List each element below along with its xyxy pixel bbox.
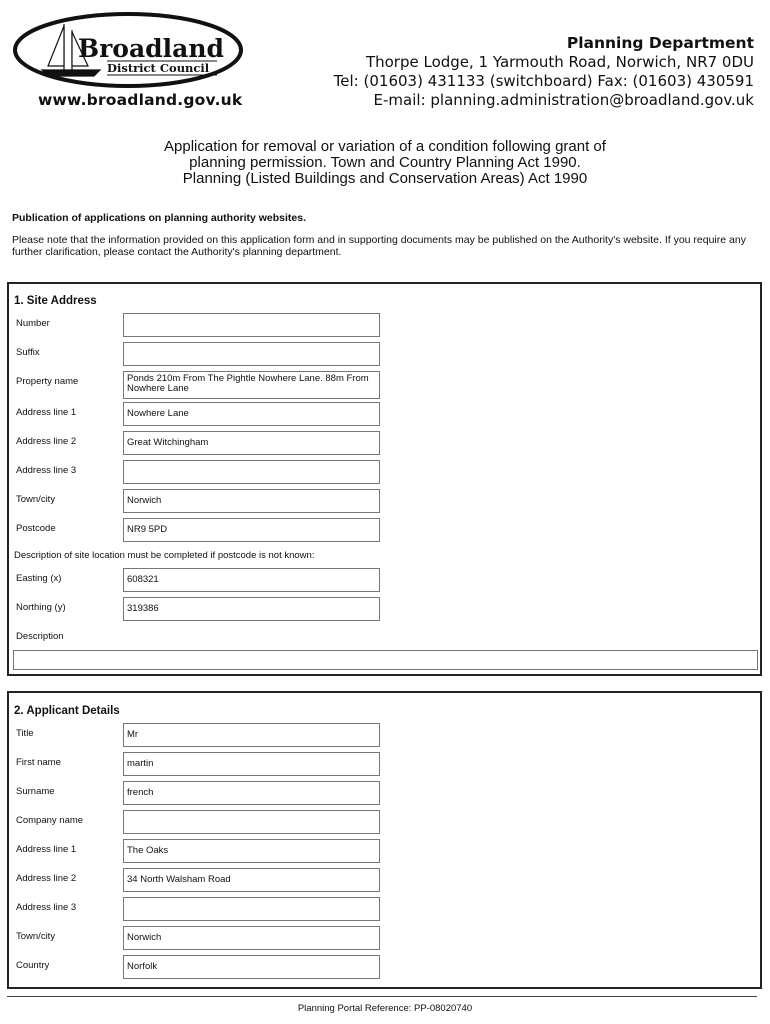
form-title-line: Application for removal or variation of a condition following grant of <box>164 138 606 155</box>
publication-notice: Please note that the information provided on this application form and in supporting documents may be published on the Authority's website. If you require any further clarification, please contact the Authority's planning department. <box>12 234 746 258</box>
postcode-field[interactable]: NR9 5PD <box>123 518 380 542</box>
form-title <box>0 139 770 187</box>
field-label: Title <box>16 728 34 739</box>
northing-field[interactable]: 319386 <box>123 597 380 621</box>
website-url[interactable]: www.broadland.gov.uk <box>38 91 243 109</box>
applicant-address-line-3-field[interactable] <box>123 897 380 921</box>
logo-name: Broadland <box>78 34 225 63</box>
footer-divider <box>7 996 757 997</box>
site-location-note: Description of site location must be completed if postcode is not known: <box>14 550 315 561</box>
field-label: Address line 3 <box>16 902 77 913</box>
number-field[interactable] <box>123 313 380 337</box>
first-name-field[interactable]: martin <box>123 752 380 776</box>
site-address-section <box>7 282 762 676</box>
form-title-line: planning permission. Town and Country Planning Act 1990. <box>189 154 581 171</box>
applicant-country-field[interactable]: Norfolk <box>123 955 380 979</box>
description-field[interactable] <box>13 650 758 670</box>
section-title: 2. Applicant Details <box>14 705 120 717</box>
title-field[interactable]: Mr <box>123 723 380 747</box>
department-name: Planning Department <box>566 34 754 52</box>
field-label: Address line 1 <box>16 844 77 855</box>
department-contact <box>334 34 754 110</box>
logo-subtitle: District Council <box>107 61 210 75</box>
applicant-address-line-1-field[interactable]: The Oaks <box>123 839 380 863</box>
department-email: E-mail: planning.administration@broadland.gov.uk <box>373 91 754 109</box>
suffix-field[interactable] <box>123 342 380 366</box>
field-label: Number <box>16 318 50 329</box>
field-label: Town/city <box>16 931 56 942</box>
field-label: Address line 2 <box>16 873 77 884</box>
applicant-address-line-2-field[interactable]: 34 North Walsham Road <box>123 868 380 892</box>
field-label: Property name <box>16 376 79 387</box>
department-address: Thorpe Lodge, 1 Yarmouth Road, Norwich, NR7 0DU <box>365 53 754 71</box>
field-label: Easting (x) <box>16 573 62 584</box>
field-label: Northing (y) <box>16 602 66 613</box>
department-tel-fax: Tel: (01603) 431133 (switchboard) Fax: (01603) 430591 <box>333 72 754 90</box>
address-line-3-field[interactable] <box>123 460 380 484</box>
field-label: Country <box>16 960 50 971</box>
form-title-line: Planning (Listed Buildings and Conservation Areas) Act 1990 <box>182 170 588 187</box>
applicant-details-section <box>7 691 762 989</box>
property-name-field[interactable]: Ponds 210m From The Pightle Nowhere Lane. 88m From Nowhere Lane <box>123 371 380 399</box>
field-label: First name <box>16 757 61 768</box>
company-name-field[interactable] <box>123 810 380 834</box>
section-title: 1. Site Address <box>14 295 97 307</box>
portal-reference: Planning Portal Reference: PP-08020740 <box>297 1003 473 1014</box>
surname-field[interactable]: french <box>123 781 380 805</box>
address-line-1-field[interactable]: Nowhere Lane <box>123 402 380 426</box>
field-label: Description <box>16 631 64 642</box>
address-line-2-field[interactable]: Great Witchingham <box>123 431 380 455</box>
broadland-logo <box>12 12 247 97</box>
town-city-field[interactable]: Norwich <box>123 489 380 513</box>
field-label: Postcode <box>16 523 56 534</box>
field-label: Company name <box>16 815 84 826</box>
field-label: Town/city <box>16 494 56 505</box>
field-label: Address line 1 <box>16 407 77 418</box>
easting-field[interactable]: 608321 <box>123 568 380 592</box>
field-label: Surname <box>16 786 55 797</box>
field-label: Suffix <box>16 347 40 358</box>
field-label: Address line 2 <box>16 436 77 447</box>
publication-heading: Publication of applications on planning authority websites. <box>12 212 307 224</box>
applicant-town-city-field[interactable]: Norwich <box>123 926 380 950</box>
field-label: Address line 3 <box>16 465 77 476</box>
